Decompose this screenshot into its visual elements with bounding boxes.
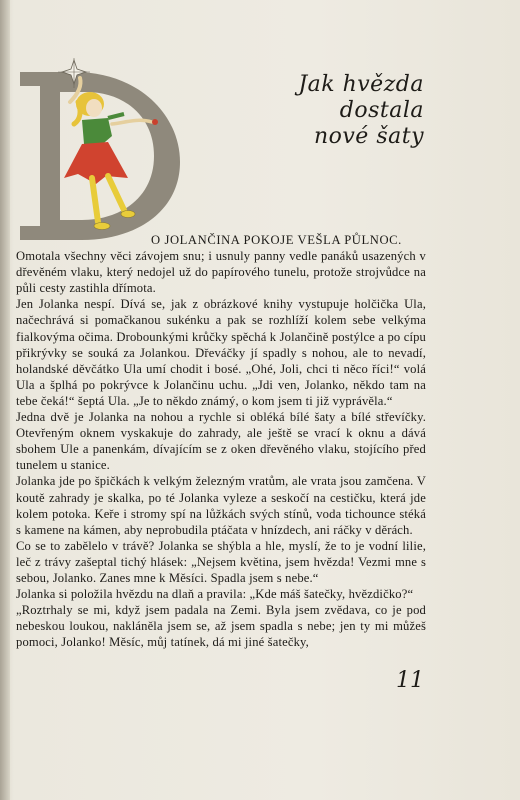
page-number: 11 <box>396 668 424 693</box>
paragraph: Jedna dvě je Jolanka na nohou a rychle si obléká bílé šaty a bílé střevíčky. Otevřeným oknem vyskakuje do zahrady, ale ještě se vrací k oknu a dává sbohem Ule a panenkám, dívajícím se z oken dřevěného vlaku, stojícího před tunelem u stanice. <box>16 410 426 473</box>
paragraph: Jen Jolanka nespí. Dívá se, jak z obrázkové knihy vystupuje holčička Ula, načechrává si pomačkanou sukénku a pak se rozhlíží kolem sebe velkýma fialkovýma očima. Drobounkými krůčky spěchá k Jolančině postýlce a po cípu přikrývky se souká za Jolankou. Dřeváčky jí spadly s nohou, ale to nevadí, holandské děvčátko Ula umí chodit i bosé. „Ohé, Joli, chci ti něco říci!“ volá Ula a šplhá po pokrývce k Jolančinu uchu. „Jdi ven, Jolanko, někdo tam na tebe čeká!“ šeptá Ula. „Je to někdo známý, o kom jsem ti již vyprávěla.“ <box>16 297 426 408</box>
body-text <box>16 232 426 650</box>
chapter-title-line: nové šaty <box>313 124 424 149</box>
chapter-title-line: dostala <box>339 98 424 123</box>
illustrated-initial <box>12 58 192 248</box>
paragraph: Co se to zabělelo v trávě? Jolanka se shýbla a hle, myslí, že to je vodní lilie, leč z trávy zašeptal tichý hlásek: „Nejsem květina, jsem hvězda! Vezmi mne s sebou, Jolanko. Zanes mne k Měsíci. Spadla jsem s nebe.“ <box>16 538 426 585</box>
page-gutter-shadow <box>0 0 10 800</box>
initial-d-illustration <box>12 58 192 248</box>
paragraph: Omotala všechny věci závojem snu; i usnuly panny vedle panáků usazených v dřevěném vlaku, který nedojel už do papírového tunelu, protože strojvůdce na půli cesty zastihla dřímota. <box>16 249 426 296</box>
paragraph: Jolanka jde po špičkách k velkým železným vratům, ale vrata jsou zamčena. V koutě zahrady je skalka, po té Jolanka vyleze a seskočí na cestičku, která jde kolem potoka. Keře i stromy spí na lůžkách svých stínů, voda tichounce stéká s kamene na kámen, aby neprobudila ptáčata v hnízdech, ani ráčky v děrách. <box>16 474 426 537</box>
opening-words: O JOLANČINA POKOJE VEŠLA PŮLNOC. <box>151 233 402 247</box>
paragraph: „Roztrhaly se mi, když jsem padala na Zemi. Byla jsem zvědava, co je pod nebeskou loukou, nakláněla jsem se, až jsem spadla s nebe; jen ty mi můžeš pomoci, Jolanko! Měsíc, můj tatínek, dá mi jiné šatečky, <box>16 603 426 650</box>
paragraph: Jolanka si položila hvězdu na dlaň a pravila: „Kde máš šatečky, hvězdičko?“ <box>16 587 414 602</box>
chapter-title-line: Jak hvězda <box>298 72 424 97</box>
chapter-title <box>298 72 424 150</box>
opening-line <box>16 232 426 248</box>
